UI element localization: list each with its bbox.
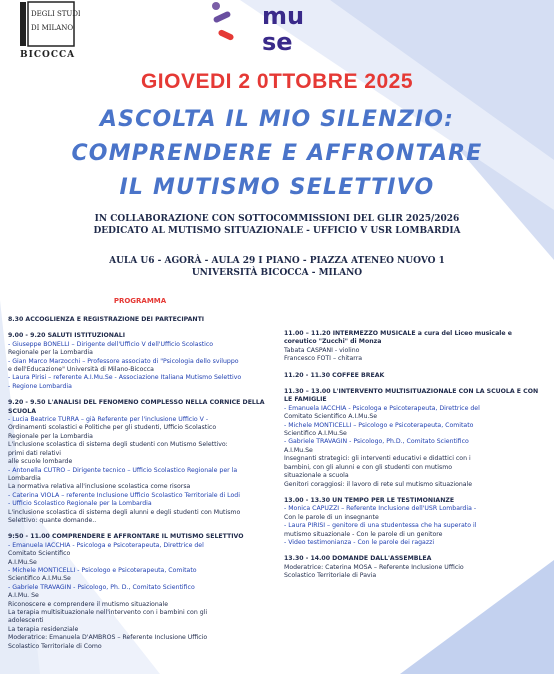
program-line: - Monica CAPUZZI – Referente Inclusione dell'USR Lombardia - — [284, 505, 477, 513]
program-line: e dell'Educazione" Università di Milano-Bicocca — [8, 366, 154, 374]
program-left-column — [8, 316, 276, 659]
programma-label: PROGRAMMA — [113, 297, 167, 305]
program-block — [8, 399, 276, 525]
svg-text:DI MILANO: DI MILANO — [31, 24, 74, 32]
program-line: - Regione Lombardia — [8, 382, 72, 390]
program-line: - Emanuela IACCHIA - Psicologa e Psicoterapeuta, Direttrice del — [8, 541, 204, 549]
program-block — [284, 497, 546, 547]
program-block — [8, 332, 276, 391]
program-block-heading: 9.00 - 9.20 SALUTI ISTITUZIONALI — [8, 332, 126, 340]
program-line: Riconoscere e comprendere il mutismo situazionale — [8, 600, 169, 608]
program-line: L'inclusione scolastica di sistema degli alunni e degli studenti con Mutismo — [8, 508, 241, 516]
program-line: situazionale a scuola — [284, 472, 349, 480]
program-line: mutismo situazionale - Con le parole di un genitore — [284, 530, 443, 538]
university-logo — [16, 0, 80, 60]
program-line: - Michele MONTICELLI – Psicologo e Psicoterapeuta, Comitato — [284, 421, 474, 429]
program-line: bambini, con gli alunni e con gli studenti con mutismo — [284, 463, 453, 471]
program-line: - Gian Marco Marzocchi – Professore associato di "Psicologia dello sviluppo — [8, 357, 239, 365]
program-line: Selettivo: quante domande.. — [8, 516, 97, 524]
program-line: Genitori coraggiosi: il lavoro di rete sul mutismo situazionale — [284, 480, 473, 488]
program-right-column — [284, 330, 546, 589]
program-line: Tabata CASPANI - violino — [284, 346, 360, 354]
program-line: La terapia residenziale — [8, 625, 79, 633]
collab-line-1: IN COLLABORAZIONE CON SOTTOCOMMISSIONI DEL GLIR 2025/2026 — [94, 214, 460, 224]
event-date: GIOVEDI 2 0TTOBRE 2025 — [140, 70, 414, 93]
muse-logo-icon — [210, 0, 330, 56]
collab-line-2: DEDICATO AL MUTISMO SITUAZIONALE - UFFICIO V USR LOMBARDIA — [93, 226, 461, 236]
program-block — [8, 316, 276, 324]
program-line: A.I.Mu.Se — [8, 558, 37, 566]
title-line-3: IL MUTISMO SELETTIVO — [119, 175, 435, 200]
program-block-heading: 8.30 ACCOGLIENZA E REGISTRAZIONE DEI PARTECIPANTI — [8, 316, 205, 323]
program-line: Comitato Scientifico A.I.Mu.Se — [284, 413, 378, 421]
program-line: - Lucia Beatrice TURRA – già Referente per l'inclusione Ufficio V - — [8, 416, 209, 424]
muse-logo — [210, 0, 330, 56]
program-line: Con le parole di un insegnante — [284, 513, 379, 521]
event-title — [0, 103, 554, 205]
venue-line-1: AULA U6 - AGORÀ - AULA 29 I PIANO - PIAZZA ATENEO NUOVO 1 — [109, 256, 445, 266]
program-line: Comitato Scientifico — [8, 550, 71, 558]
program-block — [284, 330, 546, 364]
program-block — [8, 533, 276, 651]
program-block — [284, 555, 546, 580]
program-line: - Emanuela IACCHIA - Psicologa e Psicoterapeuta, Direttrice del — [284, 404, 480, 412]
university-logo-icon — [16, 0, 80, 60]
program-line: - Michele MONTICELLI - Psicologo e Psicoterapeuta, Comitato — [8, 566, 197, 574]
program-line: Moderatrice: Emanuela D'AMBROS – Referente Inclusione Ufficio — [8, 634, 208, 642]
program-line: - Laura Pirisi – referente A.I.Mu.Se - Associazione Italiana Mutismo Selettivo — [8, 374, 242, 382]
program-block-heading: 11.00 – 11.20 INTERMEZZO MUSICALE a cura del Liceo musicale e coreutico "Zucchi" di Monza — [284, 330, 512, 346]
program-block-heading: 13.00 - 13.30 UN TEMPO PER LE TESTIMONIANZE — [284, 496, 455, 504]
program-line: Scolastico Territoriale di Como — [8, 642, 102, 650]
program-line: primi dati relativi — [8, 449, 61, 457]
program-line: A.I.Mu. Se — [8, 592, 39, 600]
program-line: - Giuseppe BONELLI – Dirigente dell'Ufficio V dell'Ufficio Scolastico — [8, 340, 214, 348]
program-line: - Gabriele TRAVAGIN - Psicologo, Ph.D., Comitato Scientifico — [284, 438, 469, 446]
program-block-heading: 11.20 - 11.30 COFFEE BREAK — [284, 371, 385, 379]
program-line: La terapia multisituazionale nell'intervento con i bambini con gli — [8, 609, 208, 616]
program-line: Scientifico A.I.Mu.Se — [8, 575, 71, 583]
svg-text:se: se — [262, 28, 293, 56]
program-line: - Antonella CUTRO – Dirigente tecnico – Ufficio Scolastico Regionale per la — [8, 466, 238, 474]
program-line: alle scuole lombarde — [8, 458, 73, 466]
program-line: Regionale per la Lombardia — [8, 349, 93, 357]
program-line: La normativa relativa all'inclusione scolastica come risorsa — [8, 483, 191, 491]
program-line: Francesco FOTI – chitarra — [284, 355, 363, 363]
program-line: Insegnanti strategici: gli interventi educativi e didattici con i — [284, 455, 471, 463]
program-block-heading: 9.20 - 9.50 L'ANALISI DEL FENOMENO COMPLESSO NELLA CORNICE DELLA SCUOLA — [8, 399, 265, 415]
program-block — [284, 372, 546, 380]
program-line: adolescenti — [8, 617, 44, 625]
program-block-heading: 11.30 – 13.00 L'INTERVENTO MULTISITUAZIONALE CON LA SCUOLA E CON LE FAMIGLIE — [284, 388, 539, 404]
title-line-2: COMPRENDERE E AFFRONTARE — [71, 141, 483, 166]
program-line: - Ufficio Scolastico Regionale per la Lombardia — [8, 500, 152, 508]
program-line: Ordinamenti scolastici e Politiche per gli studenti, Ufficio Scolastico — [8, 424, 217, 432]
svg-text:mu: mu — [262, 2, 305, 30]
program-line: - Laura PIRISI – genitore di una studentessa che ha superato il — [284, 522, 477, 530]
program-line: Moderatrice: Caterina MOSA – Referente Inclusione Ufficio — [284, 563, 464, 571]
program-block-heading: 13.30 - 14.00 DOMANDE DALL'ASSEMBLEA — [284, 555, 432, 563]
venue-line-2: UNIVERSITÀ BICOCCA - MILANO — [191, 268, 363, 278]
program-line: Lombardia — [8, 474, 41, 482]
program-block — [284, 388, 546, 489]
program-line: - Gabriele TRAVAGIN - Psicologo, Ph. D., Comitato Scientifico — [8, 583, 195, 591]
svg-text:BICOCCA: BICOCCA — [20, 50, 76, 60]
program-line: Scientifico A.I.Mu.Se — [284, 430, 347, 438]
program-line: Regionale per la Lombardia — [8, 432, 93, 440]
program-line: Scolastico Territoriale di Pavia — [284, 572, 377, 580]
title-line-1: ASCOLTA IL MIO SILENZIO: — [99, 107, 455, 132]
program-line: - Video testimonianza - Con le parole dei ragazzi — [284, 538, 435, 546]
program-line: L'inclusione scolastica di sistema degli studenti con Mutismo Selettivo: — [8, 441, 228, 449]
program-line: A.I.Mu.Se — [284, 446, 313, 454]
program-line: - Caterina VIOLA – referente Inclusione Ufficio Scolastico Territoriale di Lodi — [8, 491, 240, 499]
program-block-heading: 9:50 - 11.00 COMPRENDERE E AFFRONTARE IL MUTISMO SELETTIVO — [8, 533, 244, 541]
svg-text:DEGLI STUDI: DEGLI STUDI — [31, 10, 80, 18]
